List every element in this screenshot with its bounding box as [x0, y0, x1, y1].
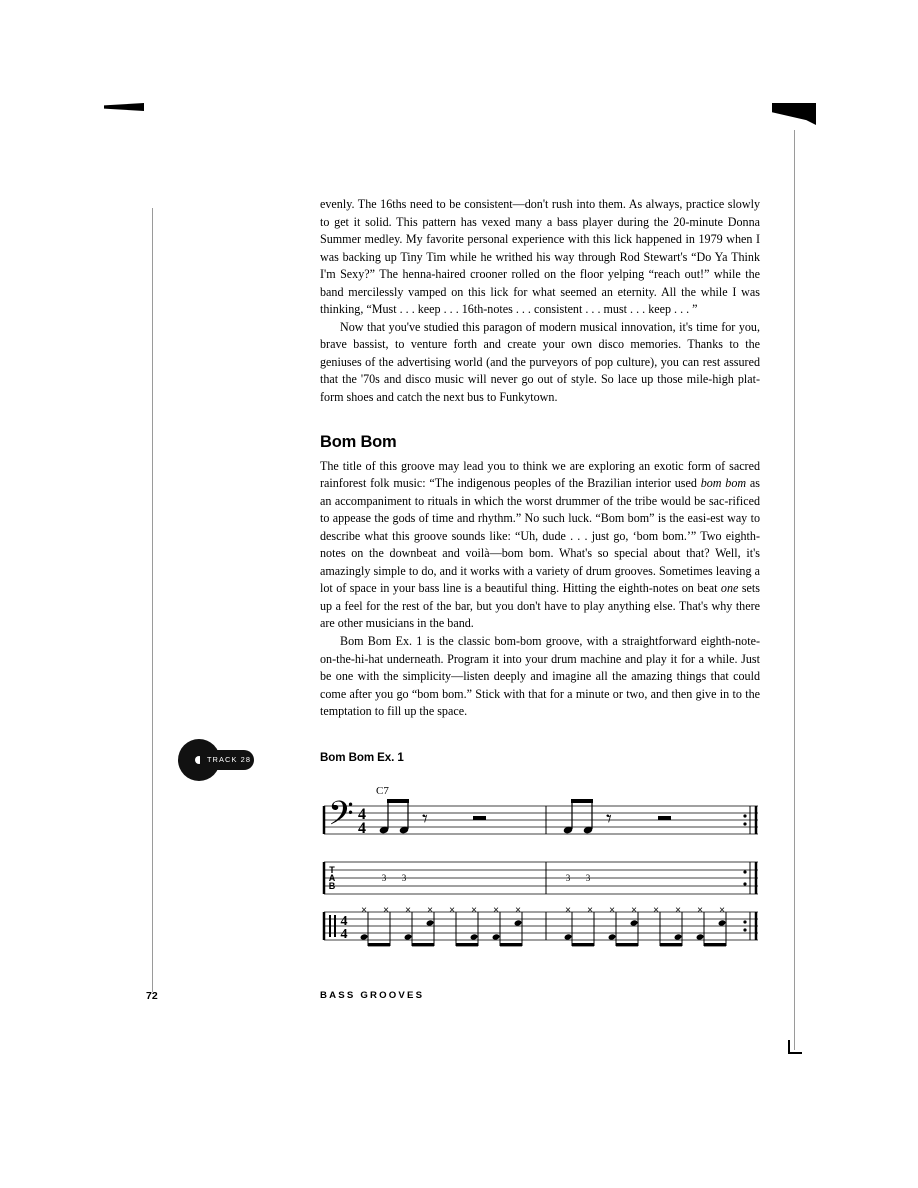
text-column: [320, 196, 760, 764]
svg-text:3: 3: [585, 873, 591, 883]
crop-mark-top-right: [772, 103, 816, 125]
svg-text:×: ×: [427, 905, 433, 916]
svg-text:𝄾: 𝄾: [422, 807, 428, 832]
emphasis-bom-bom: bom bom: [700, 476, 747, 491]
svg-text:×: ×: [565, 905, 571, 916]
paragraph-bom-bom-intro: [320, 458, 760, 633]
svg-text:4: 4: [340, 927, 348, 942]
svg-text:𝄢: 𝄢: [328, 795, 354, 841]
svg-text:×: ×: [471, 905, 477, 916]
svg-text:×: ×: [697, 905, 703, 916]
track-badge-label: TRACK 28: [206, 755, 252, 764]
svg-text:×: ×: [493, 905, 499, 916]
svg-text:×: ×: [361, 905, 367, 916]
text-run-a: The title of this groove may lead you to think we are exploring an exotic form of sacred rainforest folk music: “The indigenous peoples of the Brazilian interior used: [320, 458, 760, 491]
running-head: BASS GROOVES: [320, 990, 425, 1001]
svg-text:𝄾: 𝄾: [606, 807, 612, 832]
svg-text:T: T: [329, 865, 335, 875]
crop-mark-top-left: [104, 103, 144, 111]
text-run-b: as an accompaniment to rituals in which the worst drummer of the tribe would be sac-rificed to appease the gods of time and rhythm.” No such luck. “Bom bom” is the easi-est way to describe what this groove sounds like: “Uh, dude . . . just go, ‘bom bom.’” Two eighth-notes on the downbeat and voilà—bom bom. What's so special about that? Well, it's amazingly simple to do, and it works with a variety of drum grooves. Sometimes leaving a lot of space in your bass line is a beautiful thing. Hitting the eighth-notes on beat: [320, 476, 760, 596]
chord-symbol: C7: [376, 786, 389, 797]
svg-text:3: 3: [381, 873, 387, 883]
svg-text:×: ×: [719, 905, 725, 916]
svg-text:×: ×: [449, 905, 455, 916]
svg-text:×: ×: [609, 905, 615, 916]
music-notation-example: [318, 786, 764, 954]
svg-text:3: 3: [401, 873, 407, 883]
page-number: 72: [146, 990, 158, 1002]
svg-text:4: 4: [340, 914, 348, 929]
svg-text:×: ×: [587, 905, 593, 916]
svg-text:B: B: [328, 881, 336, 891]
svg-text:3: 3: [565, 873, 571, 883]
svg-text:×: ×: [653, 905, 659, 916]
section-heading-bom-bom: Bom Bom: [320, 432, 397, 451]
paragraph-continued: evenly. The 16ths need to be consistent—don't rush into them. As always, practice slowly to get it solid. This pattern has vexed many a bass player during the 20-minute Donna Summer medley. My favorite personal experience with this lick happened in 1979 when I was backing up Tiny Tim while he writhed his way through Rod Stewart's “Do Ya Think I'm Sexy?” The henna-haired crooner rolled on the floor yelping “reach out!” while the band mercilessly vamped on this lick for what seemed an eternity. All the while I was thinking, “Must . . . keep . . . 16th-notes . . . consistent . . . must . . . keep . . . ”: [320, 197, 760, 317]
emphasis-one: one: [720, 581, 739, 596]
svg-text:×: ×: [405, 905, 411, 916]
margin-rule-right: [794, 130, 795, 1050]
svg-text:×: ×: [515, 905, 521, 916]
paragraph-disco-memories: Now that you've studied this paragon of modern musical innovation, it's time for you, brave bassist, to venture forth and create your own disco memories. Thanks to the geniuses of the advertising world (and the purveyors of pop culture), you can rest assured that the '70s and disco music will never go out of style. So lace up those mile-high plat-form shoes and catch the next bus to Funkytown.: [320, 319, 760, 405]
svg-text:×: ×: [631, 905, 637, 916]
svg-text:×: ×: [383, 905, 389, 916]
svg-text:A: A: [328, 873, 336, 883]
svg-text:×: ×: [675, 905, 681, 916]
crop-mark-bottom-right: [788, 1040, 802, 1054]
text-run-c: sets up a feel for the rest of the bar, but you don't have to play anything else. That's why there are other musicians in the band.: [320, 581, 760, 631]
example-label: Bom Bom Ex. 1: [320, 750, 404, 764]
svg-text:4: 4: [358, 806, 366, 823]
track-badge: [178, 739, 254, 781]
svg-text:4: 4: [358, 820, 366, 837]
paragraph-example-description: Bom Bom Ex. 1 is the classic bom-bom groove, with a straightforward eighth-note-on-the-hi-hat underneath. Program it into your drum machine and play it for a while. Just be one with the simplicity—listen deeply and imagine all the amazing things that could come after you go “bom bom.” Stick with that for a minute or two, and then give in to the temptation to fill up the space.: [320, 634, 760, 719]
margin-rule-left: [152, 208, 153, 992]
